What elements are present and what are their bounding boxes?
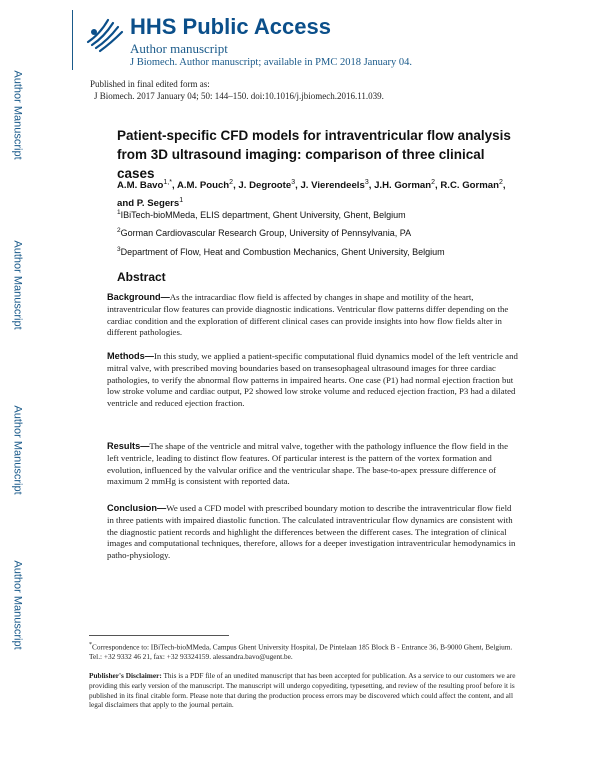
sidebar-author-manuscript-4: Author Manuscript [12, 560, 25, 650]
author: J.H. Gorman$^2$ [374, 179, 436, 192]
abstract-results: Results—The shape of the ventricle and mitral valve, together with the pathology influence the flow field in the left ventricle, leading to distinct flow features. Of particular interest is the pattern of the vortex formation and evolution, influenced by the valvular orifice and the ventricular shape. The base-to-apex pressure difference of maximum 2 mmHg is consistent with reported data. [107, 441, 508, 487]
hhs-public-access-title: HHS Public Access [130, 14, 331, 39]
affiliation: $^2$Gorman Cardiovascular Research Group, University of Pennsylvania, PA [117, 227, 412, 238]
published-label: Published in final edited form as: [90, 79, 210, 89]
author: J. Vierendeels$^3$ [300, 179, 369, 192]
author: J. Degroote$^3$ [238, 179, 296, 192]
sidebar-author-manuscript-1: Author Manuscript [12, 70, 25, 160]
sidebar-author-manuscript-2: Author Manuscript [12, 240, 25, 330]
author: R.C. Gorman$^2$ [440, 179, 503, 192]
footnote-divider [89, 635, 229, 636]
sidebar-author-manuscript-3: Author Manuscript [12, 405, 25, 495]
published-citation: J Biomech. 2017 January 04; 50: 144–150. doi:10.1016/j.jbiomech.2016.11.039. [94, 91, 384, 101]
publisher-disclaimer: Publisher's Disclaimer: This is a PDF file of an unedited manuscript that has been accepted for publication. As a service to our customers we are providing this early version of the manuscript. The manuscript will undergo copyediting, typesetting, and review of the resulting proof before it is published in its final citable form. Please note that during the production process errors may be discovered which could affect the content, and all legal disclaimers that apply to the journal pertain. [89, 671, 516, 710]
abstract-background: Background—As the intracardiac flow field is affected by changes in shape and motility of the heart, intraventricular flow features can provide diagnostic indications. Ventricular flow patterns differ depending on the cardiac condition and the exploration of different clinical cases can provide insights into how flow fields alter in different pathologies. [107, 292, 509, 338]
author: P. Segers$^1$ [136, 197, 184, 210]
header-divider [72, 10, 73, 70]
abstract-methods: Methods—In this study, we applied a patient-specific computational fluid dynamics model of the left ventricle and mitral valve, with prescribed moving boundaries based on transesophageal ultrasound images for three cardiac pathologies, to verify the abnormal flow patterns in impaired hearts. One case (P1) had normal ejection fraction but low stroke volume and cardiac output, P2 showed low stroke volume and reduced ejection fraction, P3 had a dilated ventricle and reduced ejection fraction. [107, 351, 518, 409]
availability-citation: J Biomech. Author manuscript; available in PMC 2018 January 04. [130, 57, 413, 68]
correspondence-footnote: *Correspondence to: IBiTech-bioMMeda, Campus Ghent University Hospital, De Pintelaan 185 Block B - Entrance 36, B-9000 Ghent, Belgium. Tel.: +32 9332 46 21, fax: +32 93324159. alessandra.bavo@ugent.be. [89, 642, 513, 662]
abstract-conclusion: Conclusion—We used a CFD model with prescribed boundary motion to describe the intraventricular flow field in three patients with impaired diastolic function. The calculated intraventricular flow dynamics are consistent with the diagnostic patient records and highlight the differences between the different cases. The integration of clinical images and computational techniques, therefore, allows for a deeper investigation intraventricular hemodynamics in patho-physiology. [107, 503, 516, 561]
author: A.M. Bavo$^{1,*}$ [117, 179, 172, 192]
author-list: A.M. Bavo$^{1,*}$, A.M. Pouch$^2$, J. Degroote$^3$, J. Vierendeels$^3$, J.H. Gorman$^2$, R.C. Gorman$^2$, and P. Segers$^1$ [117, 179, 506, 210]
paper-title: Patient-specific CFD models for intraventricular flow analysis from 3D ultrasound imaging: comparison of three clinical cases [117, 128, 511, 181]
affiliation: $^3$Department of Flow, Heat and Combustion Mechanics, Ghent University, Belgium [117, 246, 445, 257]
abstract-heading: Abstract [117, 270, 166, 284]
hhs-eagle-logo-icon [82, 12, 126, 56]
publication-info [90, 78, 384, 102]
author-manuscript-subtitle: Author manuscript [130, 41, 228, 56]
author: A.M. Pouch$^2$ [176, 179, 234, 192]
affiliation: $^1$IBiTech-bioMMeda, ELIS department, Ghent University, Ghent, Belgium [117, 209, 406, 220]
